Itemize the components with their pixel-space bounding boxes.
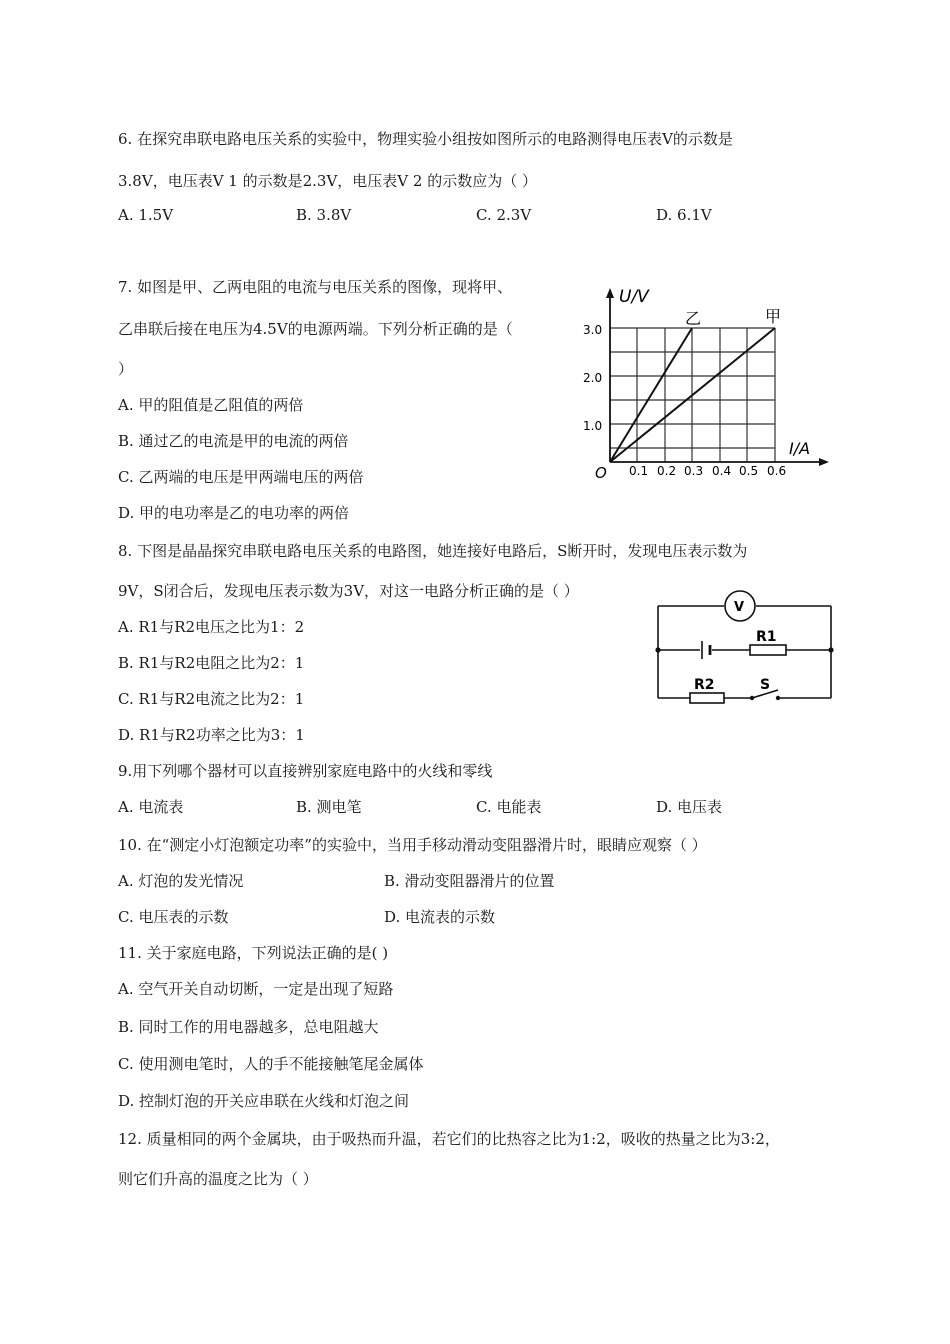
q8-option-d: D. R1与R2功率之比为3：1 <box>118 726 305 744</box>
junction-right <box>828 647 833 652</box>
switch-contact-icon <box>776 696 780 700</box>
x-tick-label: 0.1 <box>629 464 649 478</box>
r2-label: R2 <box>694 677 715 693</box>
line-yi <box>610 328 692 462</box>
q12-line1: 12. 质量相同的两个金属块，由于吸热而升温，若它们的比热容之比为1:2，吸收的热量之比为3:2， <box>118 1130 780 1148</box>
q11-option-d: D. 控制灯泡的开关应串联在火线和灯泡之间 <box>118 1092 410 1110</box>
q8-line1: 8. 下图是晶晶探究串联电路电压关系的电路图，她连接好电路后，S断开时，发现电压表示数为 <box>118 542 748 560</box>
q7-ui-graph <box>585 282 835 482</box>
q8-option-b: B. R1与R2电阻之比为2：1 <box>118 654 305 672</box>
q6-option-d: D. 6.1V <box>656 206 712 224</box>
q11-option-a: A. 空气开关自动切断，一定是出现了短路 <box>118 980 394 998</box>
q8-option-c: C. R1与R2电流之比为2：1 <box>118 690 305 708</box>
q11-option-b: B. 同时工作的用电器越多，总电阻越大 <box>118 1018 379 1036</box>
q11-line1: 11. 关于家庭电路，下列说法正确的是( ) <box>118 944 389 962</box>
origin-label: O <box>595 464 607 482</box>
x-tick-label: 0.5 <box>739 464 759 478</box>
q12-line2: 则它们升高的温度之比为（ ） <box>118 1170 318 1188</box>
q9-option-d: D. 电压表 <box>656 798 723 816</box>
q10-option-b: B. 滑动变阻器滑片的位置 <box>384 872 555 890</box>
q10-option-a: A. 灯泡的发光情况 <box>118 872 244 890</box>
x-axis-label: I/A <box>789 439 811 458</box>
q10-line1: 10. 在“测定小灯泡额定功率”的实验中，当用手移动滑动变阻器滑片时，眼睛应观察（ ） <box>118 836 707 854</box>
q6-line1: 6. 在探究串联电路电压关系的实验中，物理实验小组按如图所示的电路测得电压表V的示数是 <box>118 130 733 148</box>
q9-option-c: C. 电能表 <box>476 798 542 816</box>
junction-left <box>655 647 660 652</box>
q10-option-d: D. 电流表的示数 <box>384 908 496 926</box>
q7-option-d: D. 甲的电功率是乙的电功率的两倍 <box>118 504 350 522</box>
q11-option-c: C. 使用测电笔时，人的手不能接触笔尾金属体 <box>118 1055 424 1073</box>
q7-option-c: C. 乙两端的电压是甲两端电压的两倍 <box>118 468 364 486</box>
q8-option-a: A. R1与R2电压之比为1：2 <box>118 618 305 636</box>
x-axis-arrow-icon <box>819 458 829 466</box>
q7-option-a: A. 甲的阻值是乙阻值的两倍 <box>118 396 304 414</box>
q9-option-a: A. 电流表 <box>118 798 184 816</box>
q7-option-b: B. 通过乙的电流是甲的电流的两倍 <box>118 432 349 450</box>
q6-line2: 3.8V，电压表V 1 的示数是2.3V，电压表V 2 的示数应为（ ） <box>118 172 537 190</box>
x-tick-label: 0.3 <box>684 464 704 478</box>
y-axis-label: U/V <box>619 287 649 307</box>
x-tick-label: 0.6 <box>767 464 787 478</box>
y-tick-label: 2.0 <box>583 371 603 385</box>
q9-line1: 9.用下列哪个器材可以直接辨别家庭电路中的火线和零线 <box>118 762 493 780</box>
y-axis-arrow-icon <box>606 288 614 298</box>
x-tick-label: 0.2 <box>657 464 677 478</box>
q8-line2: 9V，S闭合后，发现电压表示数为3V，对这一电路分析正确的是（ ） <box>118 582 579 600</box>
y-tick-label: 3.0 <box>583 323 603 337</box>
line-yi-label: 乙 <box>685 309 702 328</box>
x-tick-label: 0.4 <box>712 464 732 478</box>
switch-label: S <box>760 677 771 693</box>
r2-resistor-icon <box>690 693 724 703</box>
line-jia-label: 甲 <box>765 307 782 326</box>
q10-option-c: C. 电压表的示数 <box>118 908 229 926</box>
voltmeter-label: V <box>734 600 745 615</box>
r1-resistor-icon <box>750 645 786 655</box>
q6-option-b: B. 3.8V <box>296 206 352 224</box>
q7-line1: 7. 如图是甲、乙两电阻的电流与电压关系的图像，现将甲、 <box>118 278 513 296</box>
q6-option-c: C. 2.3V <box>476 206 532 224</box>
q9-option-b: B. 测电笔 <box>296 798 362 816</box>
q7-line2: 乙串联后接在电压为4.5V的电源两端。下列分析正确的是（ <box>118 320 513 338</box>
q7-line3: ） <box>118 360 134 378</box>
y-tick-label: 1.0 <box>583 419 603 433</box>
switch-contact-icon <box>750 696 754 700</box>
q6-option-a: A. 1.5V <box>118 206 174 224</box>
q8-circuit-diagram <box>652 590 838 706</box>
r1-label: R1 <box>756 629 777 645</box>
